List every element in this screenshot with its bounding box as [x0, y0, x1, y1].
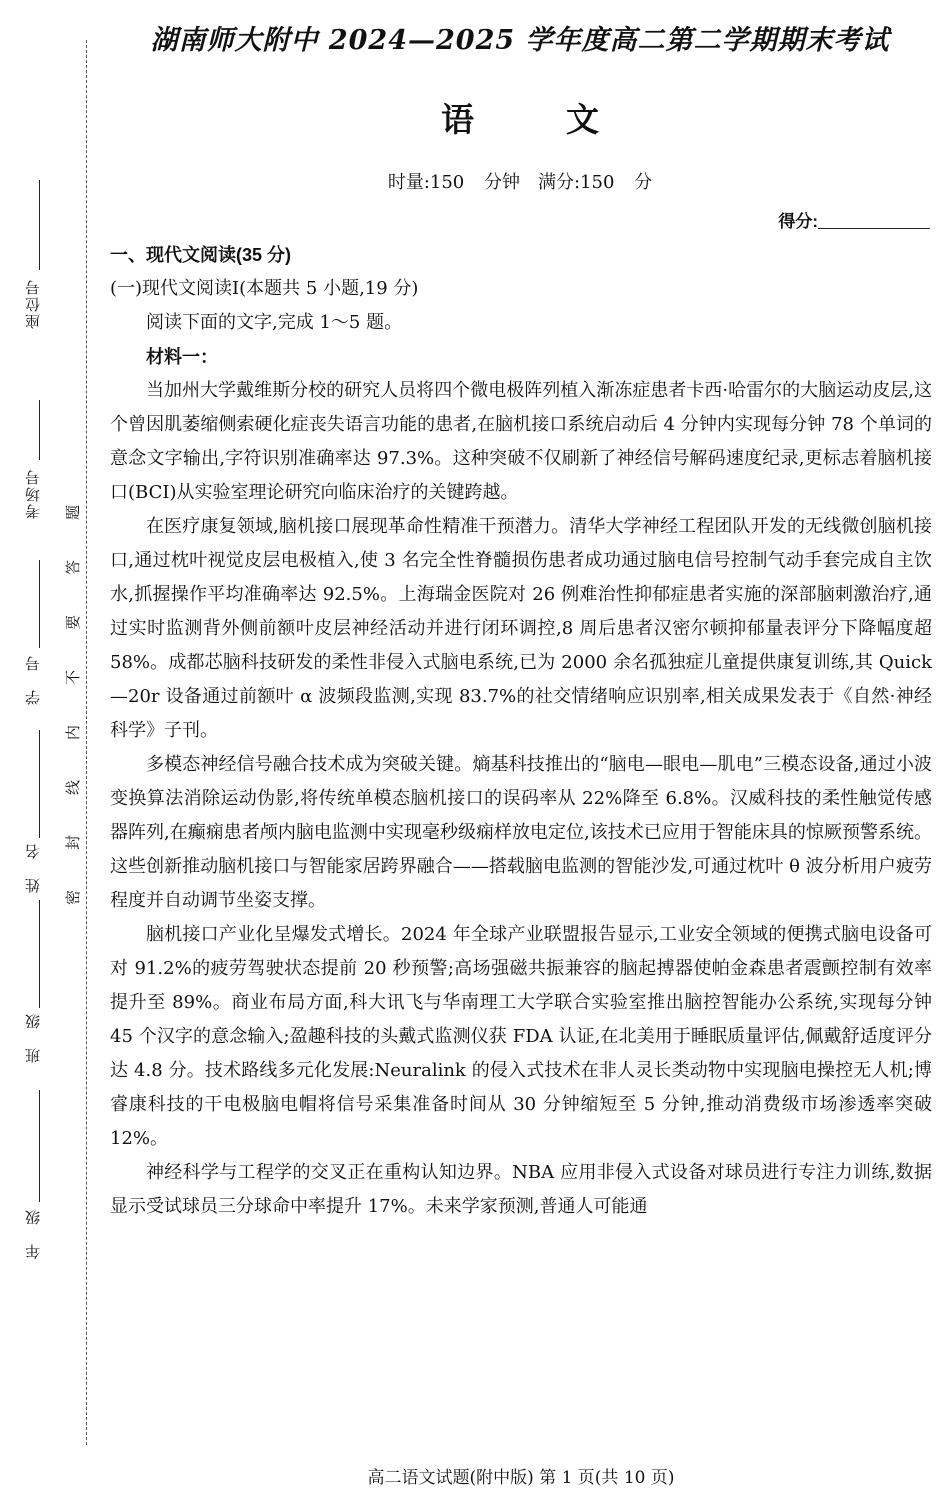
seal-line-notice — [62, 505, 86, 905]
exam-room-label: 考场号 — [24, 468, 42, 519]
seal-char: 要 — [64, 614, 83, 631]
section-heading: 一、现代文阅读(35 分) — [110, 245, 292, 265]
seal-char: 封 — [64, 834, 83, 851]
material-label: 材料一： — [146, 347, 218, 367]
seat-number-label: 座位号 — [24, 278, 42, 329]
paragraph: 神经科学与工程学的交叉正在重构认知边界。NBA 应用非侵入式设备对球员进行专注力训练,数据显示受试球员三分球命中率提升 17%。未来学家预测,普通人可能通 — [110, 1162, 932, 1217]
paragraph: 多模态神经信号融合技术成为突破关键。熵基科技推出的“脑电—眼电—肌电”三模态设备,通过小波变换算法消除运动伪影,将传统单模态脑机接口的误码率从 22%降至 6.8%。汉威科技的柔性触觉传感器阵列,在癫痫患者颅内脑电监测中实现毫秒级痫样放电定位,该技术已应用于智能床具的惊厥预警系统。这些创新推动脑机接口与智能家居跨界融合——搭载脑电监测的智能沙发,可通过枕叶 θ 波分析用户疲劳程度并自动调节坐姿支撑。 — [110, 754, 932, 911]
grade-field — [0, 1090, 60, 1290]
seal-char: 线 — [64, 779, 83, 796]
seal-char: 内 — [64, 724, 83, 741]
paragraph: 脑机接口产业化呈爆发式增长。2024 年全球产业联盟报告显示,工业安全领域的便携式脑电设备可对 91.2%的疲劳驾驶状态提前 20 秒预警;高场强磁共振兼容的脑起搏器使帕金森患者震颤控制有效率提升至 89%。商业布局方面,科大讯飞与华南理工大学联合实验室推出脑控智能办公系统,实现每分钟 45 个汉字的意念输入;盈趣科技的头戴式监测仪获 FDA 认证,在北美用于睡眠质量评估,佩戴舒适度评分达 4.8 分。技术路线多元化发展:Neuralink 的侵入式技术在非人灵长类动物中实现脑电操控无人机;博睿康科技的干电极脑电帽将信号采集准备时间从 30 分钟缩短至 5 分钟,推动消费级市场渗透率突破 12%。 — [110, 924, 932, 1149]
paragraph: 在医疗康复领域,脑机接口展现革命性精准干预潜力。清华大学神经工程团队开发的无线微创脑机接口,通过枕叶视觉皮层电极植入,使 3 名完全性脊髓损伤患者成功通过脑电信号控制气动手套完成自主饮水,抓握操作平均准确率达 92.5%。上海瑞金医院对 26 例难治性抑郁症患者实施的深部脑刺激治疗,通过实时监测背外侧前额叶皮层神经活动并进行闭环调控,8 周后患者汉密尔顿抑郁量表评分下降幅度超 58%。成都芯脑科技研发的柔性非侵入式脑电系统,已为 2000 余名孤独症儿童提供康复训练,其 Quick—20r 设备通过前额叶 α 波频段监测,实现 83.7%的社交情绪响应识别率,相关成果发表于《自然·神经科学》子刊。 — [110, 516, 932, 741]
name-field — [0, 730, 60, 900]
student-id-field — [0, 560, 60, 730]
seat-number-field — [0, 170, 60, 400]
class-field — [0, 900, 60, 1090]
binding-dashed-line — [86, 40, 87, 1445]
seal-char: 题 — [64, 504, 83, 521]
score-label: 得分: — [778, 212, 818, 231]
score-box — [778, 207, 930, 232]
main-content — [110, 238, 932, 1224]
seal-char: 密 — [64, 889, 83, 906]
class-label: 班 级 — [24, 1012, 42, 1063]
paragraph: 当加州大学戴维斯分校的研究人员将四个微电极阵列植入渐冻症患者卡西·哈雷尔的大脑运动皮层,这个曾因肌萎缩侧索硬化症丧失语言功能的患者,在脑机接口系统启动后 4 分钟内实现每分钟 78 个单词的意念文字输出,字符识别准确率达 97.3%。这种突破不仅刷新了神经信号解码速度纪录,更标志着脑机接口(BCI)从实验室理论研究向临床治疗的关键跨越。 — [110, 380, 932, 503]
exam-room-field — [0, 400, 60, 560]
subject-title: 语文 — [441, 100, 691, 139]
subsection-heading: (一)现代文阅读Ⅰ(本题共 5 小题,19 分) — [110, 278, 419, 299]
score-blank[interactable] — [818, 212, 930, 229]
name-label: 姓 名 — [24, 842, 42, 893]
seal-char: 不 — [64, 669, 83, 686]
seal-char: 答 — [64, 559, 83, 576]
grade-label: 年 级 — [24, 1208, 42, 1259]
exam-title: 湖南师大附中 2024—2025 学年度高二第二学期期末考试 — [150, 25, 890, 56]
instruction: 阅读下面的文字,完成 1～5 题。 — [146, 312, 403, 333]
student-id-label: 学 号 — [24, 654, 42, 705]
exam-meta: 时量:150 分钟 满分:150 分 — [387, 172, 653, 193]
page-footer: 高二语文试题(附中版) 第 1 页(共 10 页) — [367, 1468, 675, 1488]
